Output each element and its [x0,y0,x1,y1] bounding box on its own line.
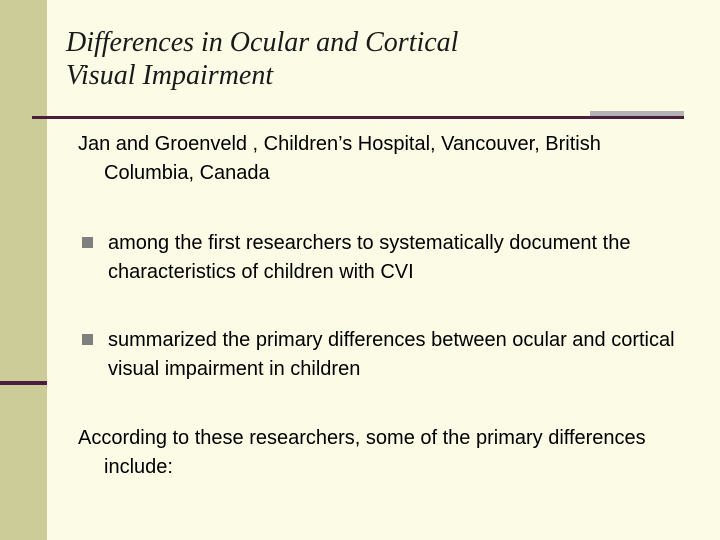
bullet-item-2 [78,326,678,384]
title-rule [32,116,684,119]
slide-title-line2: Visual Impairment [66,60,274,91]
bullet-text-1: among the first researchers to systematically document the characteristics of children with CVI [108,232,631,283]
slide-title [66,26,686,92]
closing-text: According to these researchers, some of the primary differences include: [78,427,646,478]
closing-paragraph [78,424,678,482]
intro-paragraph [78,130,678,188]
square-bullet-icon [82,334,93,345]
bullet-text-2: summarized the primary differences between ocular and cortical visual impairment in children [108,329,675,380]
intro-text: Jan and Groenveld , Children’s Hospital, Vancouver, British Columbia, Canada [78,133,601,184]
side-band [0,0,47,540]
side-band-divider [0,381,47,385]
slide-title-line1: Differences in Ocular and Cortical [66,27,459,58]
square-bullet-icon [82,237,93,248]
bullet-item-1 [78,229,678,287]
